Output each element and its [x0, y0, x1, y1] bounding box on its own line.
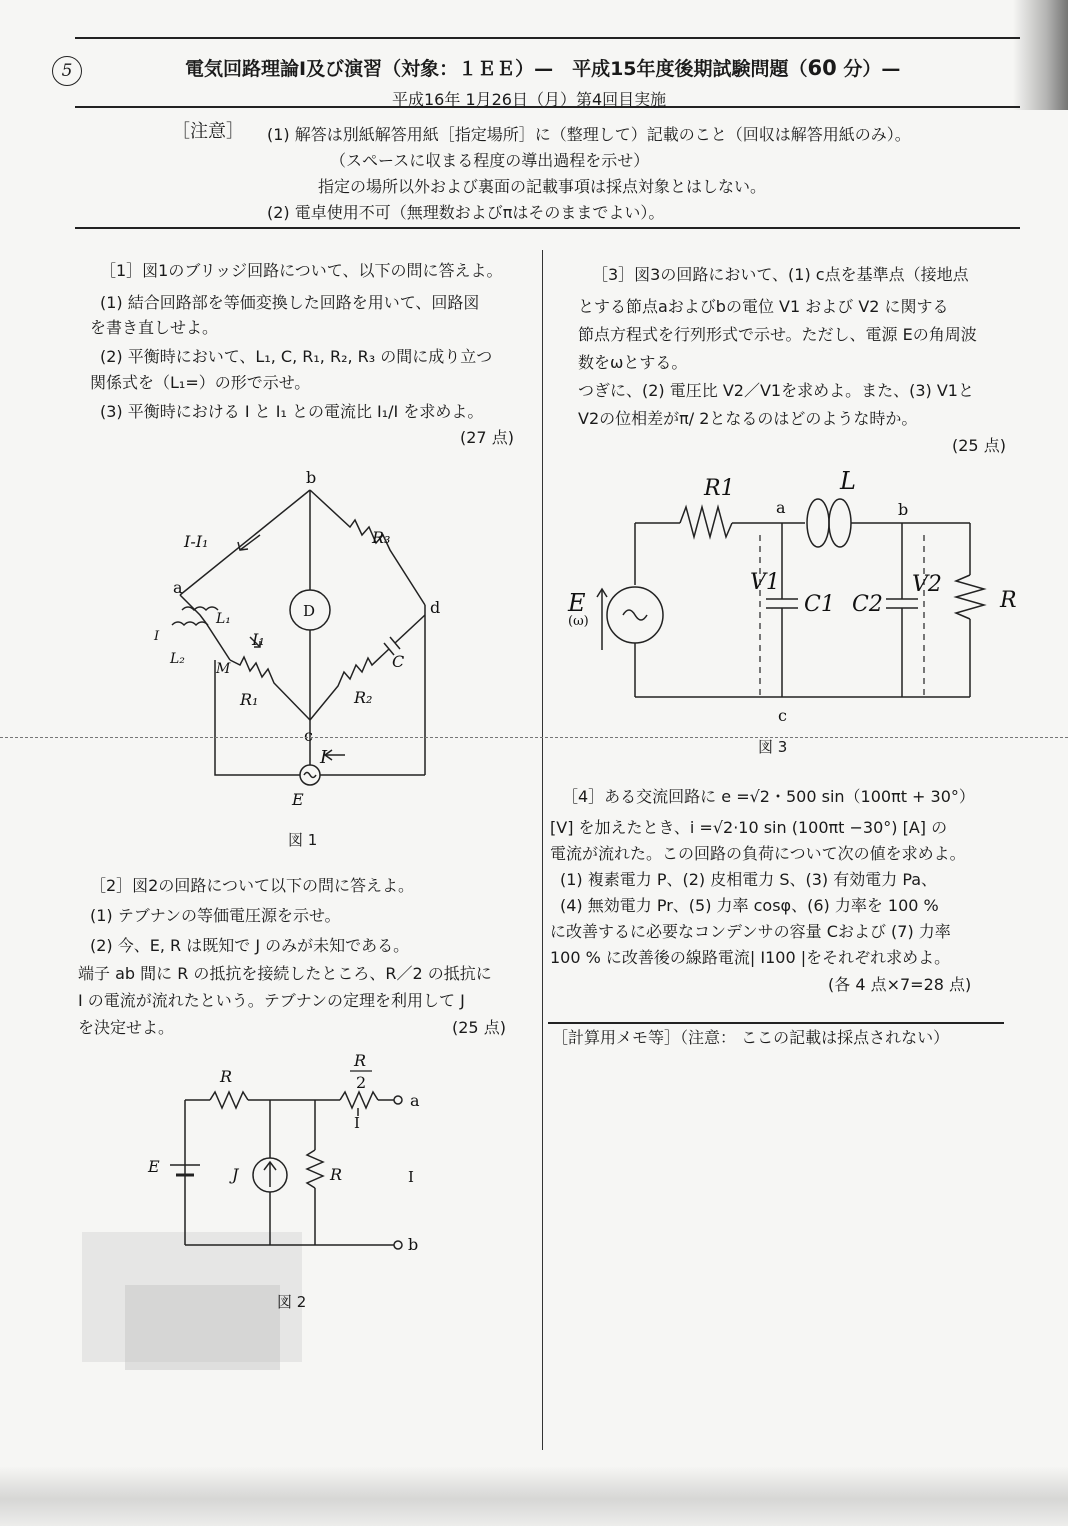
header-bottom-rule — [75, 227, 1020, 229]
memo-rule — [548, 1022, 1004, 1024]
fig1-resistor-r3 — [310, 490, 425, 605]
q3-part5: V2の位相差がπ/ 2となるのはどのような時か。 — [578, 409, 918, 428]
q1-heading: ［1］図1のブリッジ回路について、以下の問に答えよ。 — [100, 261, 503, 280]
fig2-label-r-top: R — [220, 1067, 233, 1086]
fig2-resistor-r-half — [340, 1092, 378, 1108]
q1-part1a: (1) 結合回路部を等価変換した回路を用いて、回路図 — [100, 293, 480, 312]
notes-line-2: （スペースに収まる程度の導出過程を示せ） — [330, 151, 650, 170]
q1-part2b: 関係式を（L₁=）の形で示せ。 — [90, 373, 311, 392]
q2-part1: (1) テブナンの等価電圧源を示せ。 — [90, 906, 341, 925]
fig2-label-r-half-den: 2 — [356, 1073, 367, 1092]
q2-part5: を決定せよ。 — [78, 1018, 175, 1037]
fig3-label-v1: V1 — [750, 570, 780, 595]
fig2-label-r-mid: R — [330, 1165, 343, 1184]
q3-part2: 節点方程式を行列形式で示せ。ただし、電源 Eの角周波 — [578, 325, 977, 344]
q1-part2a: (2) 平衡時において、L₁, C, R₁, R₂, R₃ の間に成り立つ — [100, 347, 493, 366]
fig1-label-l2: L₂ — [170, 651, 185, 667]
fig1-label-c-cap: C — [392, 652, 405, 671]
fig2-label-r-half-num: R — [354, 1051, 367, 1070]
fig1-label-m: M — [216, 661, 231, 677]
fig2-label-e: E — [148, 1157, 160, 1176]
fig2-terminal-a — [394, 1096, 402, 1104]
q1-points: (27 点) — [460, 428, 514, 447]
q4-line3: (1) 複素電力 P、(2) 皮相電力 S、(3) 有効電力 Pa、 — [560, 870, 938, 889]
fig1-label-e: E — [292, 790, 304, 809]
figure-2-circuit — [140, 1050, 440, 1270]
fig3-label-l: L — [840, 467, 856, 495]
fig3-label-c: c — [778, 706, 787, 725]
q2-part3: 端子 ab 間に R の抵抗を接続したところ、R／2 の抵抗に — [78, 964, 492, 983]
fig2-terminal-b — [394, 1241, 402, 1249]
fig3-label-r1: R1 — [704, 476, 735, 501]
fig1-label-i1: I₁ — [252, 630, 265, 649]
q3-part4: つぎに、(2) 電圧比 V2／V1を求めよ。また、(3) V1と — [578, 381, 974, 400]
scan-dashed-line — [0, 737, 1068, 738]
fig1-resistor-r1 — [230, 657, 310, 720]
fig3-label-c1: C1 — [804, 592, 835, 617]
fig1-label-c: c — [304, 726, 313, 745]
q4-line2: 電流が流れた。この回路の負荷について次の値を求めよ。 — [550, 844, 966, 863]
q4-line5: に改善するに必要なコンデンサの容量 Cおよび (7) 力率 — [550, 922, 951, 941]
figure-3-caption: 図 3 — [758, 738, 788, 756]
fig2-label-j: J — [232, 1165, 239, 1184]
fig3-coil-loop2 — [829, 499, 851, 547]
notes-line-3: 指定の場所以外および裏面の記載事項は採点対象とはしない。 — [318, 177, 767, 196]
fig1-label-i-small: I — [154, 629, 160, 644]
fig3-source-wave — [623, 610, 647, 620]
fig1-label-r3: R₃ — [372, 528, 391, 547]
fig1-coil-l1 — [182, 607, 218, 610]
q2-points: (25 点) — [452, 1018, 506, 1037]
figure-1-bridge-circuit — [140, 465, 460, 815]
fig1-source-wave — [304, 773, 316, 778]
page-number-mark: 5 — [52, 56, 82, 86]
fig3-coil-loop1 — [807, 499, 829, 547]
fig2-resistor-r-mid — [307, 1150, 323, 1188]
fig1-label-r1: R₁ — [240, 690, 259, 709]
q4-line6: 100 % に改善後の線路電流| I100 |をそれぞれ求めよ。 — [550, 948, 951, 967]
fig1-label-i-i1: I-I₁ — [184, 532, 209, 551]
q4-points: (各 4 点×7=28 点) — [828, 975, 972, 994]
notes-line-4: (2) 電卓使用不可（無理数およびπはそのままでよい）。 — [267, 203, 665, 222]
column-divider — [542, 250, 543, 1450]
fig3-resistor-r1 — [680, 507, 732, 537]
q4-line4: (4) 無効電力 Pr、(5) 力率 cosφ、(6) 力率を 100 % — [560, 896, 939, 915]
exam-title: 電気回路理論Ⅰ及び演習（対象：１ＥＥ）— 平成15年度後期試験問題（60 分）— — [185, 56, 901, 80]
fig3-label-b: b — [898, 500, 909, 519]
fig3-label-e: E — [568, 589, 586, 617]
fig3-label-omega: (ω) — [568, 614, 589, 629]
fig3-resistor-r — [956, 575, 984, 619]
q2-heading: ［2］図2の回路について以下の問に答えよ。 — [90, 876, 415, 895]
figure-2-caption: 図 2 — [277, 1293, 307, 1311]
fig3-label-v2: V2 — [912, 572, 942, 597]
fig2-label-i1: I — [354, 1114, 360, 1132]
fig3-label-c2: C2 — [852, 592, 883, 617]
scan-shadow-right — [1013, 0, 1068, 110]
q3-heading: ［3］図3の回路において、(1) c点を基準点（接地点 — [592, 265, 969, 284]
fig1-label-a: a — [173, 578, 183, 597]
figure-1-caption: 図 1 — [288, 831, 318, 849]
memo-label: ［計算用メモ等］（注意： ここの記載は採点されない） — [552, 1028, 950, 1047]
figure-3-circuit — [560, 465, 1020, 735]
notes-label: ［注意］ — [172, 121, 244, 142]
fig1-coil-l2 — [172, 622, 208, 625]
fig2-label-a: a — [410, 1091, 420, 1110]
header-top-rule — [75, 37, 1020, 39]
fig1-label-i: I — [320, 747, 328, 768]
fig3-label-r: R — [1000, 588, 1017, 613]
q3-part3: 数をωとする。 — [578, 353, 688, 372]
notes-line-1: (1) 解答は別紙解答用紙［指定場所］に（整理して）記載のこと（回収は解答用紙のみ）。 — [267, 125, 911, 144]
fig1-arrow-i-i1 — [240, 535, 260, 550]
fig1-label-b: b — [306, 468, 317, 487]
q2-part2: (2) 今、E, R は既知で J のみが未知である。 — [90, 936, 410, 955]
q4-heading: ［4］ある交流回路に e =√2・500 sin（100πt + 30°） — [562, 787, 975, 806]
fig1-wire-left-bottom — [215, 660, 300, 775]
q4-line1: [V] を加えたとき、i =√2·10 sin (100πt −30°) [A] の — [550, 818, 948, 837]
fig2-label-b: b — [408, 1235, 419, 1254]
scan-grey-patch-2 — [125, 1285, 280, 1370]
fig1-label-detector: D — [303, 602, 316, 620]
q1-part3: (3) 平衡時における I と I₁ との電流比 I₁/I を求めよ。 — [100, 402, 484, 421]
q3-points: (25 点) — [952, 436, 1006, 455]
fig3-label-a: a — [776, 498, 786, 517]
fig1-label-r2: R₂ — [354, 688, 373, 707]
fig1-label-l1: L₁ — [216, 611, 231, 627]
q2-part4: I の電流が流れたという。テブナンの定理を利用して J — [78, 991, 465, 1010]
q1-part1b: を書き直しせよ。 — [90, 318, 219, 337]
fig1-wire-coil-r1 — [206, 623, 230, 660]
fig2-resistor-r-top — [210, 1092, 248, 1108]
exam-date: 平成16年 1月26日（月）第4回目実施 — [392, 90, 667, 109]
fig2-label-i2: I — [408, 1168, 414, 1186]
fig1-label-d: d — [430, 598, 441, 617]
q3-part1: とする節点aおよびbの電位 V1 および V2 に関する — [578, 297, 949, 316]
fig1-resistor-r2 — [310, 649, 389, 720]
scan-shadow-bottom — [0, 1466, 1068, 1526]
fig1-wire-d-cap — [395, 615, 425, 643]
